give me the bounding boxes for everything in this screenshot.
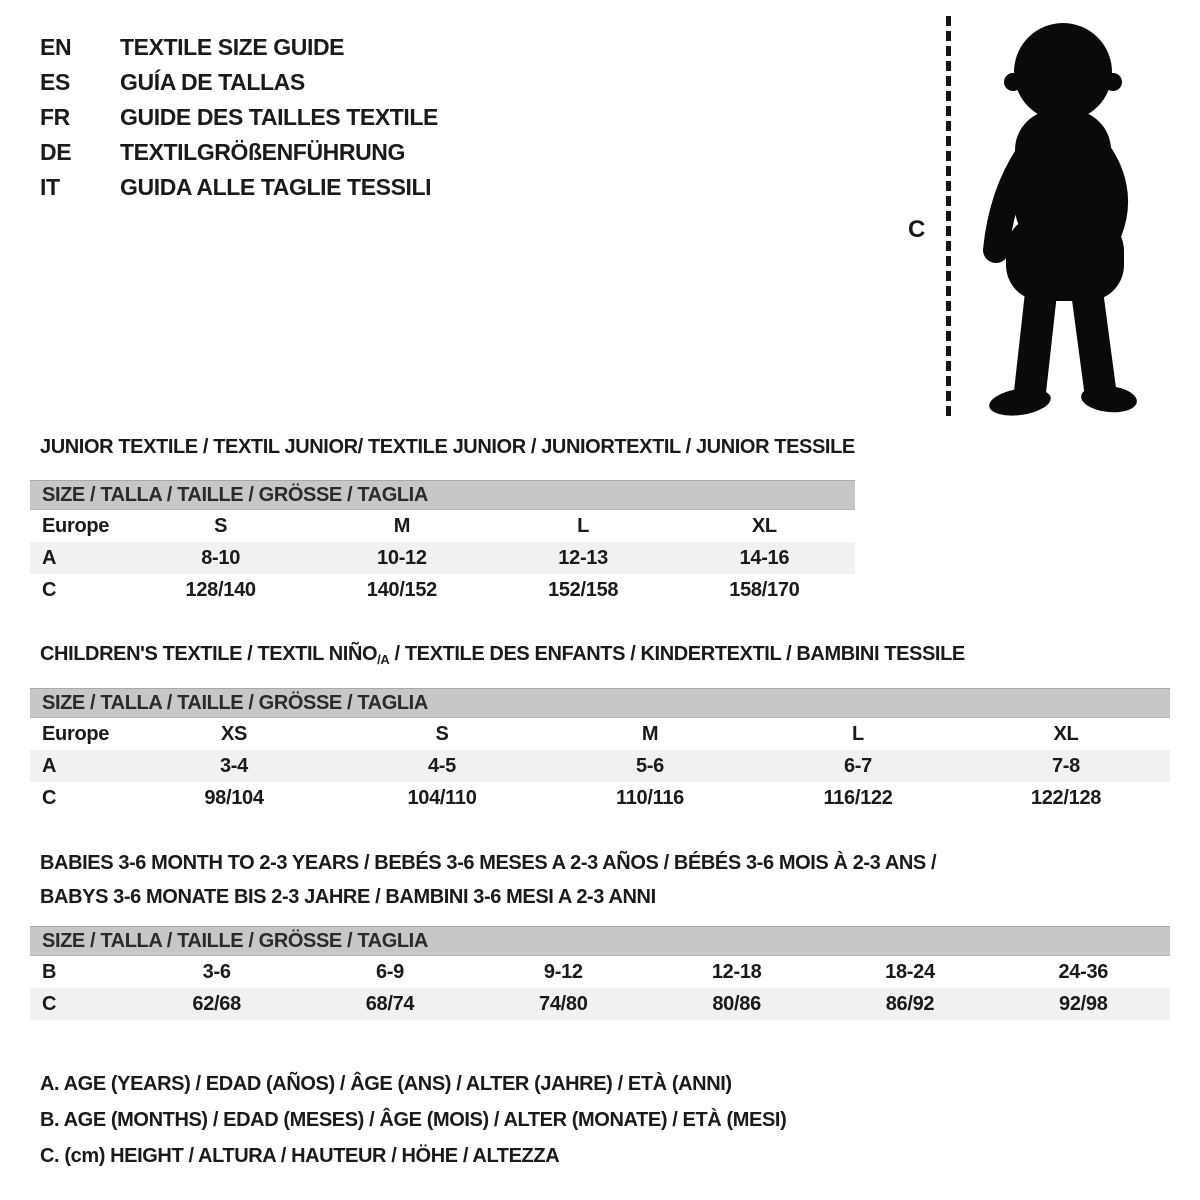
size-header-bar: SIZE / TALLA / TAILLE / GRÖSSE / TAGLIA	[30, 926, 1170, 956]
table-cell: 140/152	[366, 578, 437, 601]
language-row-it	[40, 170, 438, 205]
table-cell: M	[641, 722, 659, 745]
language-code: DE	[40, 139, 72, 165]
children-title-post: / TEXTILE DES ENFANTS / KINDERTEXTIL / BAMBINI TESSILE	[389, 643, 965, 665]
table-cell: 152/158	[548, 578, 619, 601]
language-title: TEXTILE SIZE GUIDE	[120, 34, 345, 60]
language-code: ES	[40, 69, 70, 95]
junior-section-title: JUNIOR TEXTILE / TEXTIL JUNIOR/ TEXTILE JUNIOR / JUNIORTEXTIL / JUNIOR TESSILE	[40, 436, 855, 458]
table-cell: 18-24	[885, 960, 935, 983]
table-row-height	[30, 988, 1170, 1020]
table-cell: 122/128	[1030, 786, 1102, 809]
language-title: GUIDE DES TAILLES TEXTILE	[120, 104, 438, 130]
table-cell: XL	[751, 514, 777, 537]
babies-title-line2: BABYS 3-6 MONATE BIS 2-3 JAHRE / BAMBINI 3-6 MESI A 2-3 ANNI	[40, 886, 656, 908]
table-cell: 12-13	[558, 546, 608, 569]
table-cell: 12-18	[711, 960, 762, 983]
row-label: C	[42, 786, 57, 809]
language-row-es	[40, 65, 438, 100]
table-cell: 86/92	[885, 992, 935, 1015]
babies-section-title	[40, 846, 936, 914]
language-code: IT	[40, 174, 60, 200]
language-title: TEXTILGRÖßENFÜHRUNG	[120, 139, 405, 165]
height-measure-dotted-line	[946, 16, 951, 416]
table-row-age-months	[30, 956, 1170, 988]
table-cell: L	[577, 514, 590, 537]
table-cell: 6-9	[375, 960, 404, 983]
children-title-subscript: /A	[377, 652, 390, 667]
legend-line-b: B. AGE (MONTHS) / EDAD (MESES) / ÂGE (MOIS) / ALTER (MONATE) / ETÀ (MESI)	[40, 1108, 787, 1131]
table-cell: 24-36	[1058, 960, 1109, 983]
table-cell: S	[214, 514, 228, 537]
row-label: Europe	[42, 722, 110, 745]
table-cell: 74/80	[539, 992, 588, 1015]
language-row-fr	[40, 100, 438, 135]
babies-title-line1: BABIES 3-6 MONTH TO 2-3 YEARS / BEBÉS 3-6 MESES A 2-3 AÑOS / BÉBÉS 3-6 MOIS À 2-3 ANS /	[40, 852, 937, 874]
toddler-silhouette-icon	[960, 12, 1165, 424]
table-cell: 4-5	[427, 754, 456, 777]
table-cell: 92/98	[1059, 992, 1108, 1015]
table-cell: 98/104	[204, 786, 264, 809]
language-row-en	[40, 30, 438, 65]
table-cell: 14-16	[739, 546, 790, 569]
table-cell: 128/140	[185, 578, 256, 601]
table-cell: 9-12	[543, 960, 583, 983]
legend-line-a: A. AGE (YEARS) / EDAD (AÑOS) / ÂGE (ANS) / ALTER (JAHRE) / ETÀ (ANNI)	[40, 1072, 732, 1095]
junior-size-table	[30, 480, 855, 606]
table-cell: 7-8	[1051, 754, 1080, 777]
table-cell: M	[393, 514, 411, 537]
row-label: Europe	[42, 514, 110, 537]
row-label: A	[42, 754, 57, 777]
table-cell: 8-10	[201, 546, 241, 569]
children-section-title	[40, 643, 965, 667]
table-row-age	[30, 750, 1170, 782]
table-row-height	[30, 574, 855, 606]
table-cell: 110/116	[616, 786, 684, 809]
legend-line-c: C. (cm) HEIGHT / ALTURA / HAUTEUR / HÖHE / ALTEZZA	[40, 1144, 560, 1167]
language-row-de	[40, 135, 438, 170]
language-code: FR	[40, 104, 70, 130]
children-title-pre: CHILDREN'S TEXTILE / TEXTIL NIÑO	[40, 643, 378, 665]
row-label: A	[42, 546, 57, 569]
table-cell: XS	[220, 722, 248, 745]
table-cell: S	[435, 722, 449, 745]
row-label: C	[42, 992, 57, 1015]
table-cell: 5-6	[635, 754, 664, 777]
table-row-age	[30, 542, 855, 574]
language-title: GUIDA ALLE TAGLIE TESSILI	[120, 174, 432, 200]
table-cell: 116/122	[823, 786, 893, 809]
language-code: EN	[40, 34, 72, 60]
size-header-bar: SIZE / TALLA / TAILLE / GRÖSSE / TAGLIA	[30, 688, 1170, 718]
table-row-height	[30, 782, 1170, 814]
table-cell: L	[852, 722, 864, 745]
language-title: GUÍA DE TALLAS	[120, 69, 305, 95]
table-cell: 158/170	[729, 578, 800, 601]
children-size-table	[30, 688, 1170, 814]
language-list	[40, 30, 438, 205]
table-cell: XL	[1053, 722, 1079, 745]
measurement-legend	[40, 1066, 786, 1174]
table-cell: 62/68	[192, 992, 241, 1015]
table-cell: 104/110	[407, 786, 477, 809]
table-row-europe	[30, 510, 855, 542]
size-header-bar: SIZE / TALLA / TAILLE / GRÖSSE / TAGLIA	[30, 480, 855, 510]
table-cell: 3-6	[202, 960, 231, 983]
table-cell: 80/86	[712, 992, 761, 1015]
table-cell: 10-12	[377, 546, 427, 569]
table-cell: 68/74	[365, 992, 415, 1015]
row-label: B	[42, 960, 57, 983]
table-row-europe	[30, 718, 1170, 750]
height-measure-label: C	[908, 216, 926, 243]
row-label: C	[42, 578, 57, 601]
table-cell: 6-7	[843, 754, 872, 777]
babies-size-table	[30, 926, 1170, 1020]
table-cell: 3-4	[219, 754, 248, 777]
